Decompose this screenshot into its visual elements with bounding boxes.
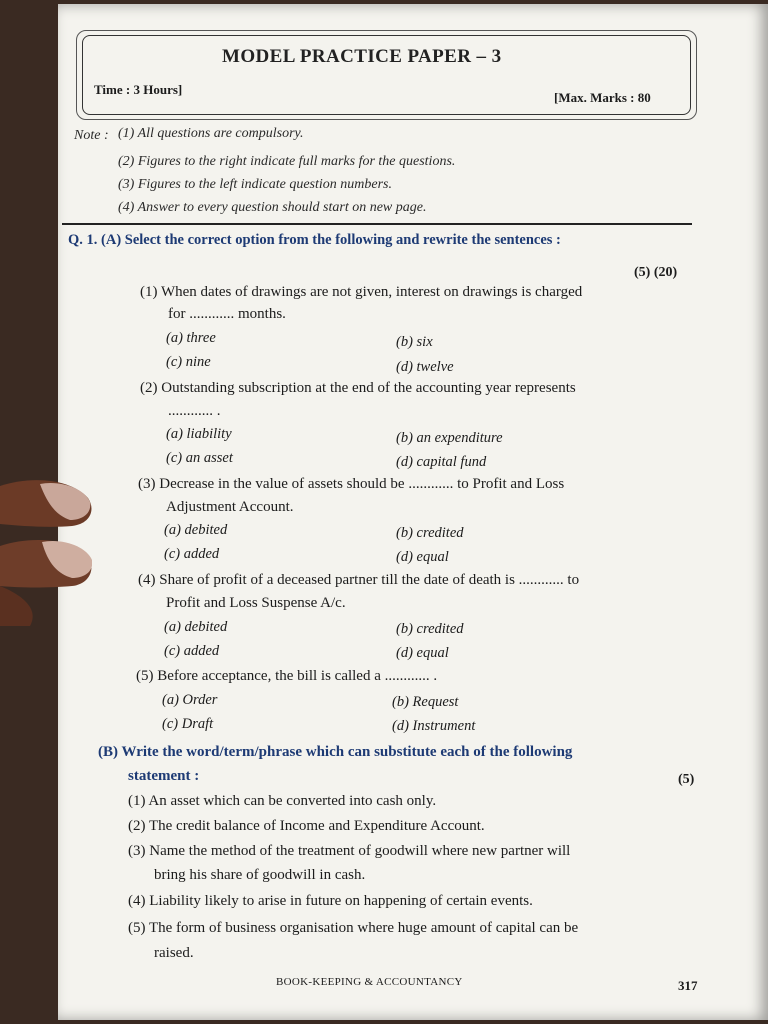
option-c: (c) added: [164, 643, 220, 659]
list-item: (2) The credit balance of Income and Expenditure Account.: [128, 818, 485, 834]
max-marks-label: [Max. Marks : 80: [554, 90, 651, 105]
question-line: Profit and Loss Suspense A/c.: [166, 595, 346, 611]
q1a-heading: Q. 1. (A) Select the correct option from the following and rewrite the sentences :: [68, 232, 561, 248]
option-a: (a) debited: [164, 522, 228, 538]
paper-title: MODEL PRACTICE PAPER – 3: [222, 46, 502, 67]
q1b-heading: (B) Write the word/term/phrase which can substitute each of the following: [98, 744, 573, 760]
option-a: (a) debited: [164, 619, 228, 635]
question-line: for ............ months.: [168, 306, 286, 322]
option-d: (d) capital fund: [396, 454, 487, 470]
option-c: (c) an asset: [166, 450, 233, 466]
question-line: ............ .: [168, 403, 221, 419]
question-line: (3) Decrease in the value of assets should be ............ to Profit and Loss: [138, 476, 565, 492]
list-item: (1) An asset which can be converted into cash only.: [128, 793, 437, 809]
option-c: (c) Draft: [162, 716, 214, 732]
footer-book-title: BOOK-KEEPING & ACCOUNTANCY: [276, 976, 463, 988]
paper-page: [58, 4, 768, 1020]
list-item: (4) Liability likely to arise in future on happening of certain events.: [128, 893, 533, 909]
list-item: (3) Name the method of the treatment of goodwill where new partner will: [128, 843, 571, 859]
q1a-marks: (5) (20): [634, 265, 678, 280]
note-label: Note :: [74, 128, 109, 143]
q1b-heading-cont: statement :: [128, 768, 200, 784]
note-item: (4) Answer to every question should start on new page.: [118, 200, 427, 215]
option-b: (b) credited: [396, 621, 464, 637]
note-item: (1) All questions are compulsory.: [118, 126, 304, 141]
option-b: (b) Request: [392, 694, 459, 710]
option-d: (d) equal: [396, 645, 449, 661]
question-line: (1) When dates of drawings are not given, interest on drawings is charged: [140, 284, 583, 300]
list-item: bring his share of goodwill in cash.: [154, 867, 366, 883]
option-a: (a) Order: [162, 692, 218, 708]
divider: [62, 223, 692, 225]
note-item: (2) Figures to the right indicate full marks for the questions.: [118, 154, 456, 169]
option-d: (d) equal: [396, 549, 449, 565]
page-number: 317: [678, 978, 698, 993]
time-label: Time : 3 Hours]: [94, 82, 183, 97]
option-a: (a) liability: [166, 426, 232, 442]
option-b: (b) credited: [396, 525, 464, 541]
q1b-marks: (5): [678, 772, 695, 787]
question-line: (4) Share of profit of a deceased partner till the date of death is ............ to: [138, 572, 580, 588]
option-d: (d) Instrument: [392, 718, 476, 734]
option-c: (c) nine: [166, 354, 211, 370]
finger-image: [0, 476, 92, 626]
option-c: (c) added: [164, 546, 220, 562]
question-line: Adjustment Account.: [166, 499, 294, 515]
note-item: (3) Figures to the left indicate question numbers.: [118, 177, 392, 192]
list-item: raised.: [154, 945, 194, 961]
option-b: (b) an expenditure: [396, 430, 503, 446]
question-line: (2) Outstanding subscription at the end of the accounting year represents: [140, 380, 576, 396]
question-line: (5) Before acceptance, the bill is called a ............ .: [136, 668, 438, 684]
option-b: (b) six: [396, 334, 433, 350]
list-item: (5) The form of business organisation where huge amount of capital can be: [128, 920, 579, 936]
option-a: (a) three: [166, 330, 216, 346]
option-d: (d) twelve: [396, 359, 454, 375]
